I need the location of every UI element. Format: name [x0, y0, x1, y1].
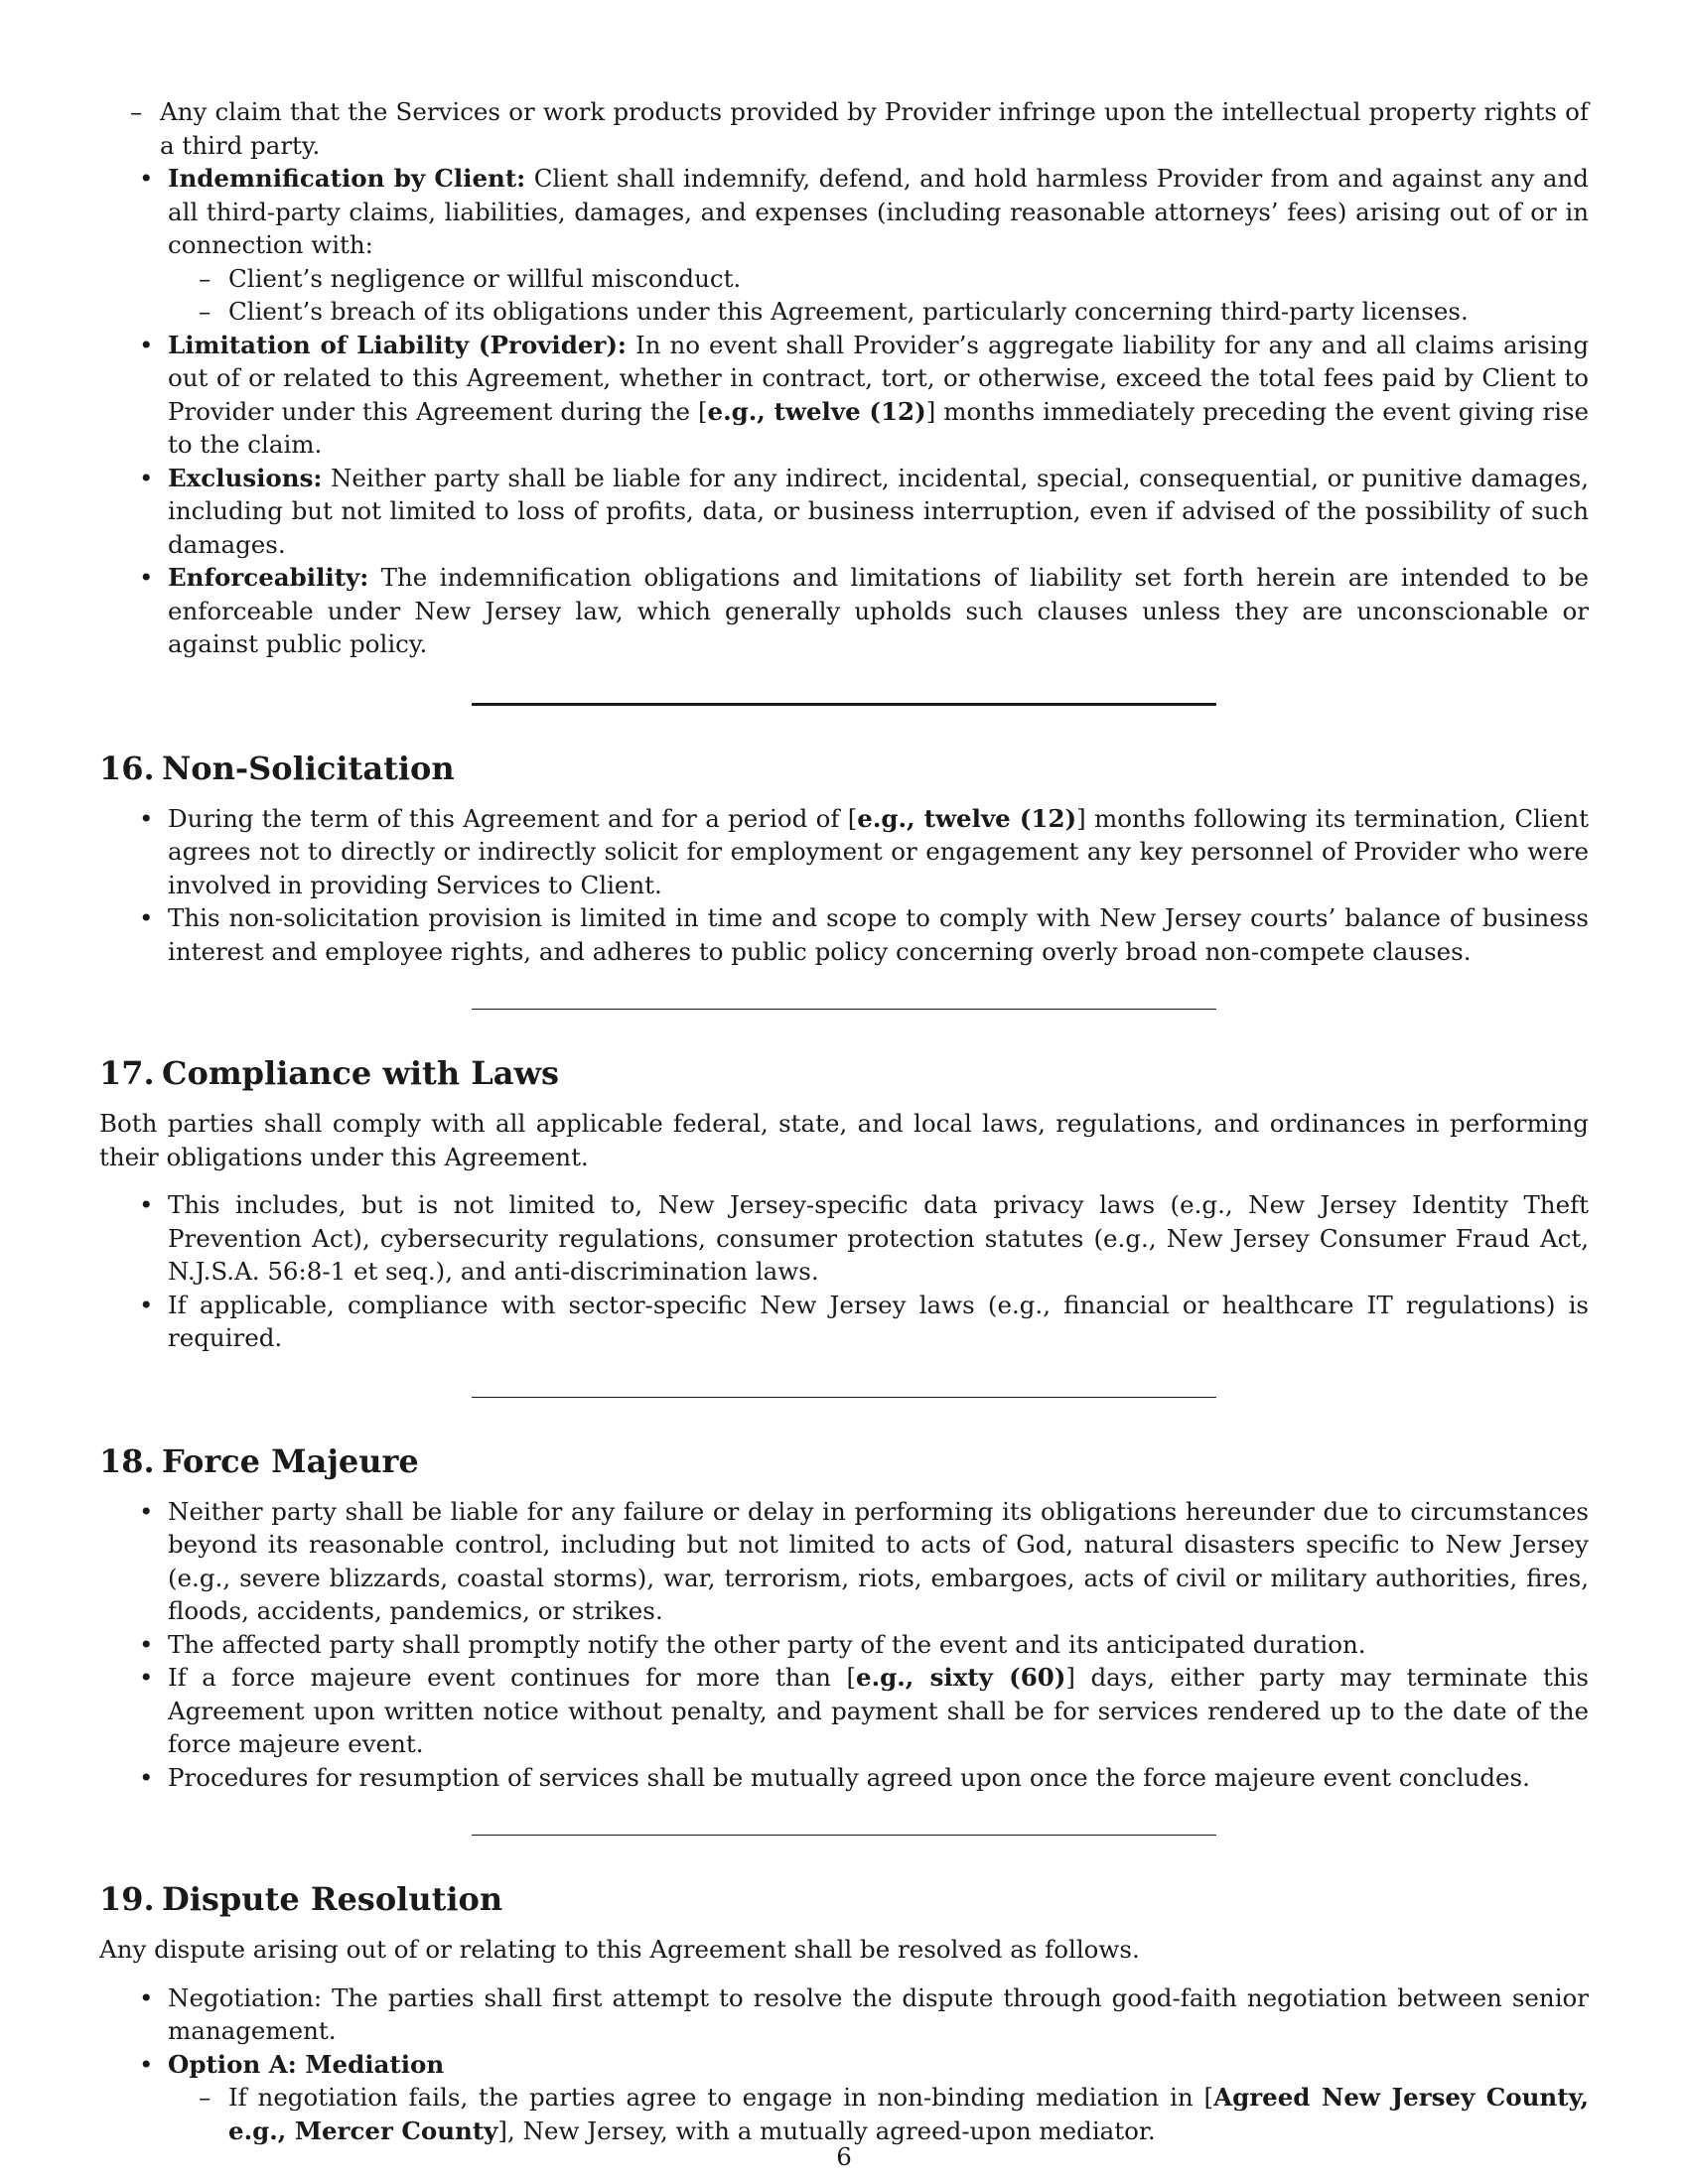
section-divider: [472, 1009, 1216, 1010]
section-19-list: [99, 1981, 1589, 2148]
sublist: [168, 262, 1589, 329]
document-page: [99, 95, 1589, 2147]
sublist: [168, 2081, 1589, 2147]
list-item: • If applicable, compliance with sector-specific New Jersey laws (e.g., financial or healthcare IT regulations) is required.: [99, 1289, 1589, 1355]
section-17-heading: 17. Compliance with Laws: [99, 1054, 560, 1092]
list-item: • During the term of this Agreement and for a period of [e.g., twelve (12)] months following its termination, Client agrees not to directly or indirectly solicit for employment or engagement any key personnel of Provider who were involved in providing Services to Client.: [99, 802, 1589, 902]
list-item: – If negotiation fails, the parties agree to engage in non-binding mediation in [Agreed New Jersey County, e.g., Mercer County], New Jersey, with a mutually agreed-upon mediator.: [168, 2081, 1589, 2147]
item-lead: Option A: Mediation: [168, 2049, 445, 2079]
section-18-list: [99, 1495, 1589, 1795]
list-item: • The affected party shall promptly notify the other party of the event and its anticipated duration.: [99, 1628, 1589, 1662]
list-item: • This includes, but is not limited to, New Jersey-specific data privacy laws (e.g., New Jersey Identity Theft Prevention Act), cybersecurity regulations, consumer protection statutes (e.g., New Jersey Consumer Fraud Act, N.J.S.A. 56:8-1 et seq.), and anti-discrimination laws.: [99, 1188, 1589, 1289]
section-18-heading: 18. Force Majeure: [99, 1441, 419, 1480]
list-item: – Client’s negligence or willful misconduct.: [168, 262, 1589, 296]
enforceability-item: • Enforceability: The indemnification obligations and limitations of liability set forth herein are intended to be enforceable under New Jersey law, which generally upholds such clauses unless they are unconscionable or against public policy.: [99, 561, 1589, 661]
section-divider: [472, 1397, 1216, 1398]
section-16-list: [99, 802, 1589, 969]
list-item: – Client’s breach of its obligations under this Agreement, particularly concerning third-party licenses.: [168, 295, 1589, 329]
list-item: • If a force majeure event continues for more than [e.g., sixty (60)] days, either party may terminate this Agreement upon written notice without penalty, and payment shall be for services rendered up to the date of the force majeure event.: [99, 1661, 1589, 1761]
item-lead: Exclusions:: [168, 463, 323, 492]
section-17-intro: Both parties shall comply with all applicable federal, state, and local laws, regulations, and ordinances in performing their obligations under this Agreement.: [99, 1109, 1589, 1171]
indemnification-by-client-item: • Indemnification by Client: Client shall indemnify, defend, and hold harmless Provider from and against any and all third-party claims, liabilities, damages, and expenses (including reasonable attorneys’ fees) arising out of or in connection with: – Client’s negligence or willful misconduct. – Client’s breach of its obligations under this Agreement, particularly concerning third-party licenses.: [99, 162, 1589, 329]
item-lead: Limitation of Liability (Provider):: [168, 330, 627, 359]
section-17-list: [99, 1188, 1589, 1355]
list-item: • Neither party shall be liable for any failure or delay in performing its obligations hereunder due to circumstances beyond its reasonable control, including but not limited to acts of God, natural disasters specific to New Jersey (e.g., severe blizzards, coastal storms), war, terrorism, riots, embargoes, acts of civil or military authorities, fires, floods, accidents, pandemics, or strikes.: [99, 1495, 1589, 1628]
section-19-heading: 19. Dispute Resolution: [99, 1880, 503, 1918]
item-lead: Enforceability:: [168, 563, 369, 592]
list-item: [99, 2048, 1589, 2148]
item-lead: Indemnification by Client:: [168, 164, 526, 193]
list-item: – Any claim that the Services or work products provided by Provider infringe upon the intellectual property rights of a third party.: [99, 95, 1589, 162]
list-item: • Negotiation: The parties shall first attempt to resolve the dispute through good-faith negotiation between senior management.: [99, 1981, 1589, 2048]
limitation-of-liability-item: • Limitation of Liability (Provider): In no event shall Provider’s aggregate liability for any and all claims arising out of or related to this Agreement, whether in contract, tort, or otherwise, exceed the total fees paid by Client to Provider under this Agreement during the [e.g., twelve (12)] months immediately preceding the event giving rise to the claim.: [99, 329, 1589, 462]
list-item: • Procedures for resumption of services shall be mutually agreed upon once the force majeure event concludes.: [99, 1761, 1589, 1795]
section-19-intro: Any dispute arising out of or relating to this Agreement shall be resolved as follows.: [99, 1935, 1140, 1964]
section-divider: [472, 1835, 1216, 1836]
list-item: • This non-solicitation provision is limited in time and scope to comply with New Jersey courts’ balance of business interest and employee rights, and adheres to public policy concerning overly broad non-compete clauses.: [99, 901, 1589, 968]
exclusions-item: • Exclusions: Neither party shall be liable for any indirect, incidental, special, consequential, or punitive damages, including but not limited to loss of profits, data, or business interruption, even if advised of the possibility of such damages.: [99, 462, 1589, 562]
section-divider: [472, 703, 1216, 706]
page-number: 6: [836, 2142, 852, 2171]
section-16-heading: 16. Non-Solicitation: [99, 749, 455, 787]
indemnification-list: [99, 162, 1589, 661]
continued-sublist: [99, 95, 1589, 162]
